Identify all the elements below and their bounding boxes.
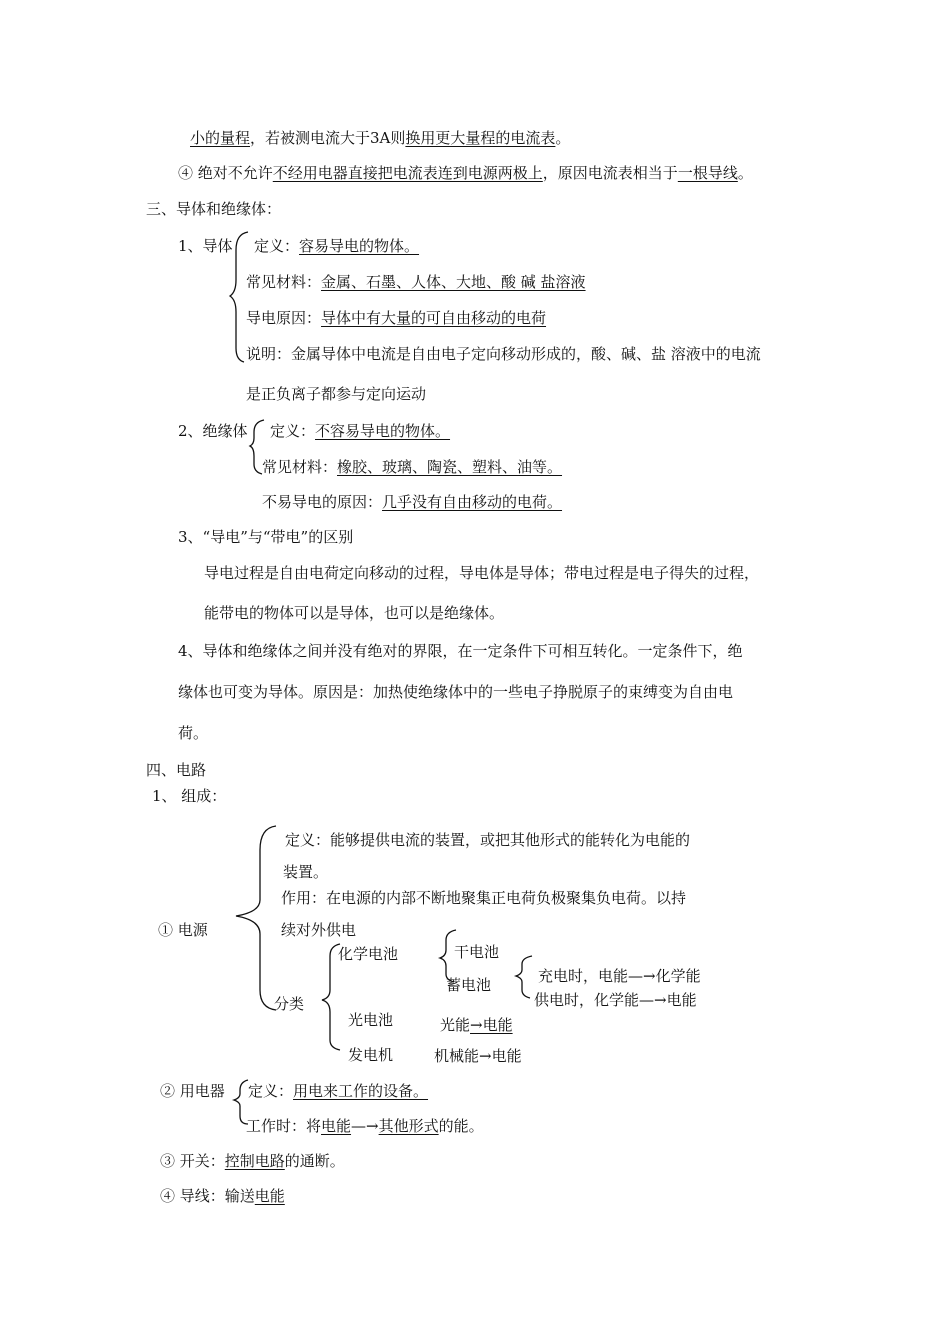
plain-text: ，原因电流表相当于 <box>542 164 678 182</box>
underlined-text: 导体中有大量的可自由移动的电荷 <box>321 309 547 327</box>
text-line: 机械能→电能 <box>434 1047 522 1065</box>
text-line: 充电时，电能—→化学能 <box>538 967 701 985</box>
text-line: 是正负离子都参与定向运动 <box>246 385 427 403</box>
item-heading: 1、 组成： <box>152 787 227 805</box>
section-heading: 三、导体和绝缘体： <box>146 200 282 218</box>
plain-text: ④ 导线：输送 <box>160 1187 255 1205</box>
brace-insulator <box>250 420 264 474</box>
brace-power-source <box>236 826 276 1010</box>
text-line: 分类 <box>274 995 305 1013</box>
underlined-text: 控制电路 <box>224 1152 285 1170</box>
brace-conductor <box>230 232 248 362</box>
brace-chemical-cells <box>440 930 456 982</box>
plain-text: 的通断。 <box>284 1152 345 1170</box>
text-line: 光电池 <box>348 1011 394 1029</box>
item-heading: ② 用电器 <box>160 1082 225 1100</box>
label: 常见材料： <box>262 458 338 476</box>
text-line: 蓄电池 <box>446 976 492 994</box>
text-line: 说明：金属导体中电流是自由电子定向移动形成的，酸、碱、盐 溶液中的电流 <box>246 345 761 363</box>
text-line: 干电池 <box>454 943 500 961</box>
underlined-text: 几乎没有自由移动的电荷。 <box>382 493 563 511</box>
text-line: 化学电池 <box>338 945 399 963</box>
underlined-text: 小的量程 <box>190 129 251 147</box>
text-line: 定义：能够提供电流的装置，或把其他形式的能转化为电能的 <box>285 831 691 849</box>
label: 导电原因： <box>246 309 322 327</box>
underlined-text: 不容易导电的物体。 <box>315 422 451 440</box>
text-line: 荷。 <box>178 724 209 742</box>
label: 定义： <box>254 237 300 255</box>
underlined-text: 橡胶、玻璃、陶瓷、塑料、油等。 <box>337 458 563 476</box>
underlined-text: 其他形式 <box>378 1117 439 1135</box>
label: 不易导电的原因： <box>262 493 383 511</box>
plain-text: ，若被测电流大于3A则 <box>250 129 406 147</box>
text-line: 能带电的物体可以是导体，也可以是绝缘体。 <box>204 604 505 622</box>
label: 定义： <box>248 1082 294 1100</box>
underlined-text: 换用更大量程的电流表 <box>405 129 556 147</box>
plain-text: ④ 绝对不允许 <box>178 164 273 182</box>
label: 常见材料： <box>246 273 322 291</box>
text-line: 缘体也可变为导体。原因是：加热使绝缘体中的一些电子挣脱原子的束缚变为自由电 <box>178 683 734 701</box>
underlined-text: →电能 <box>470 1016 513 1034</box>
underlined-text: 用电来工作的设备。 <box>293 1082 429 1100</box>
text-line: 装置。 <box>283 863 329 881</box>
text-line: 4、导体和绝缘体之间并没有绝对的界限，在一定条件下可相互转化。一定条件下，绝 <box>178 642 743 660</box>
section-heading: 四、电路 <box>146 761 207 779</box>
brace-appliance <box>234 1080 248 1124</box>
underlined-text: 电能 <box>321 1117 352 1135</box>
item-heading: ① 电源 <box>158 921 208 939</box>
underlined-text: 金属、石墨、人体、大地、酸 碱 盐溶液 <box>321 273 586 291</box>
plain-text: ③ 开关： <box>160 1152 225 1170</box>
underlined-text: 一根导线 <box>677 164 738 182</box>
plain-text: —→ <box>351 1117 379 1135</box>
plain-text: 光能 <box>440 1016 471 1034</box>
plain-text: 工作时：将 <box>246 1117 322 1135</box>
plain-text: 。 <box>737 164 753 182</box>
item-heading: 3、“导电”与“带电”的区别 <box>178 528 354 546</box>
underlined-text: 电能 <box>254 1187 285 1205</box>
brace-classification <box>322 944 340 1050</box>
text-line: 发电机 <box>348 1046 394 1064</box>
plain-text: 。 <box>555 129 571 147</box>
text-line: 作用：在电源的内部不断地聚集正电荷负极聚集负电荷。以持 <box>281 889 687 907</box>
text-line: 导电过程是自由电荷定向移动的过程，导电体是导体；带电过程是电子得失的过程， <box>204 564 760 582</box>
text-line: 供电时，化学能—→电能 <box>534 991 697 1009</box>
brace-storage <box>516 956 532 998</box>
item-heading: 1、导体 <box>178 237 233 255</box>
item-heading: 2、绝缘体 <box>178 422 248 440</box>
underlined-text: 容易导电的物体。 <box>299 237 420 255</box>
label: 定义： <box>270 422 316 440</box>
text-line: 续对外供电 <box>281 921 357 939</box>
plain-text: 的能。 <box>438 1117 484 1135</box>
underlined-text: 不经用电器直接把电流表连到电源两极上 <box>272 164 543 182</box>
